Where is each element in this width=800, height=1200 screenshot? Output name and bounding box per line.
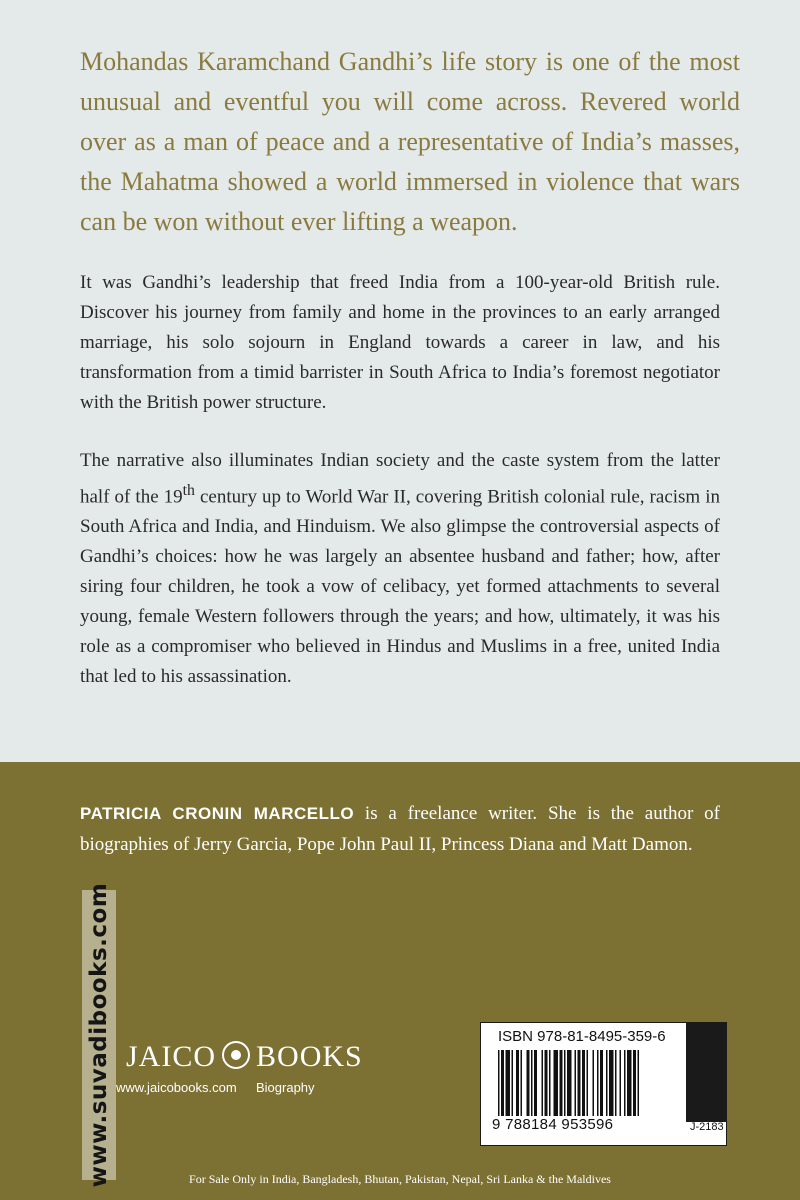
genre-label: Biography xyxy=(256,1080,315,1095)
paragraph-2-end: century up to World War II, covering British colonial rule, racism in South Africa and India, and Hinduism. We also glimpse the controversial aspects of Gandhi’s choices: how he was largely an absentee husband and father; how, after siring four children, he took a vow of celibacy, yet formed attachments to several young, female Western followers through the years; and how, ultimately, it was his role as a compromiser who believed in Hindus and Muslims in a free, united India that led to his assassination. xyxy=(80,486,721,688)
ordinal-suffix: th xyxy=(182,482,195,499)
body-paragraph-2 xyxy=(80,446,720,692)
author-description: is a freelance writer. She is the author of biographies of Jerry Garcia, Pope John Paul II, Princess Diana and Matt Damon. xyxy=(80,803,720,855)
sale-notice: For Sale Only in India, Bangladesh, Bhutan, Pakistan, Nepal, Sri Lanka & the Maldives xyxy=(189,1172,611,1186)
logo-left-text: JAICO xyxy=(126,1040,217,1073)
isbn-dark-panel xyxy=(686,1022,727,1122)
publisher-website: www.jaicobooks.com xyxy=(116,1080,237,1095)
publisher-logo xyxy=(126,1040,363,1074)
watermark-text: www.suvadibooks.com xyxy=(86,882,112,1188)
barcode-icon xyxy=(498,1050,684,1116)
isbn-digits: 9 788184 953596 xyxy=(492,1116,614,1133)
price-code: J-2183 xyxy=(690,1121,724,1133)
blurb-text: Mohandas Karamchand Gandhi’s life story is one of the most unusual and eventful you will come across. Revered world over as a man of peace and a representative of India’s masses, the Mahatma showed a world immersed in violence that wars can be won without ever lifting a weapon. xyxy=(80,47,740,236)
isbn-label: ISBN 978-81-8495-359-6 xyxy=(498,1028,666,1045)
logo-right-text: BOOKS xyxy=(256,1040,363,1073)
jaico-logo-icon xyxy=(222,1041,250,1069)
author-bio xyxy=(80,798,720,860)
author-name: PATRICIA CRONIN MARCELLO xyxy=(80,804,355,823)
body-paragraph-1: It was Gandhi’s leadership that freed India from a 100-year-old British rule. Discover his journey from family and home in the provinces to an early arranged marriage, his solo sojourn in England towards a career in law, and his transformation from a timid barrister in South Africa to India’s foremost negotiator with the British power structure. xyxy=(80,272,720,413)
paragraph-2-start: The narrative also illuminates Indian society and the caste system from the latter half of the 19 xyxy=(80,450,720,508)
